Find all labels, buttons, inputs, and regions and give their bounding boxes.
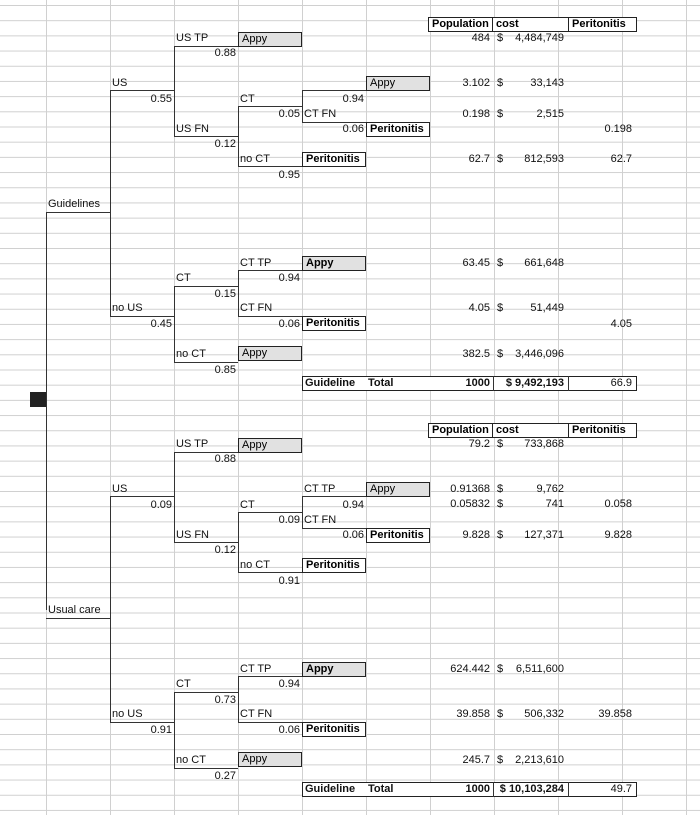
t2-ct2tp-population: 624.442 xyxy=(450,663,490,675)
t2-ctfn-cost: 127,371 xyxy=(524,529,564,541)
t2-ct2tp-cost: 6,511,600 xyxy=(515,663,564,675)
t2-ct-prob: 0.09 xyxy=(278,514,300,526)
t2-ct2fn-line xyxy=(238,722,302,723)
t1-ctfn-label: CT FN xyxy=(304,108,337,120)
t2-ctfn-peritonitis: 9.828 xyxy=(604,529,632,541)
header2-population: Population xyxy=(428,423,493,438)
t2-cttp-cost: 9,762 xyxy=(536,483,564,495)
t2-ustp-label: US TP xyxy=(176,438,209,450)
t2-ctfn-cur-a: $ xyxy=(497,498,504,510)
t1-total-label: Guideline xyxy=(305,377,356,389)
t1-ct2fn-population: 4.05 xyxy=(468,302,490,314)
t2-ct-label: CT xyxy=(240,499,255,511)
header-cost: cost xyxy=(492,17,569,32)
t2-noct2-prob: 0.27 xyxy=(214,770,236,782)
usualcare-branch-line xyxy=(46,618,110,619)
t1-noct-population: 62.7 xyxy=(468,153,490,165)
t2-ct2-line xyxy=(174,692,238,693)
t2-us-split-line xyxy=(110,496,111,722)
t2-ct-line xyxy=(238,512,302,513)
t2-noct2-cur: $ xyxy=(497,754,504,766)
t1-noct-peritonitis: 62.7 xyxy=(610,153,632,165)
t2-us-prob: 0.09 xyxy=(150,499,172,511)
t2-usfn-label: US FN xyxy=(176,529,209,541)
t1-ustp-outcome[interactable]: Appy xyxy=(238,32,302,47)
t1-cttp-line xyxy=(302,90,366,91)
guidelines-label: Guidelines xyxy=(48,198,100,210)
t1-noct-outcome[interactable]: Peritonitis xyxy=(302,152,366,167)
t2-noct-prob: 0.91 xyxy=(278,575,300,587)
t1-total-peritonitis: 66.9 xyxy=(610,377,632,389)
t2-ctfn-population: 9.828 xyxy=(462,529,490,541)
t2-noct-label: no CT xyxy=(240,559,270,571)
t2-ct2tp-prob: 0.94 xyxy=(278,678,300,690)
t2-cttp-outcome[interactable]: Appy xyxy=(366,482,430,497)
t2-ustp-population: 79.2 xyxy=(468,438,490,450)
t2-ustp-cur: $ xyxy=(497,438,504,450)
t1-ct2fn-prob: 0.06 xyxy=(278,318,300,330)
t1-ctfn-peritonitis: 0.198 xyxy=(604,123,632,135)
t1-noct2-label: no CT xyxy=(176,348,206,360)
t1-cttp-cost: 33,143 xyxy=(530,77,564,89)
t2-ct2fn-outcome[interactable]: Peritonitis xyxy=(302,722,366,737)
header-peritonitis: Peritonitis xyxy=(568,17,637,32)
t1-ct2fn-cur: $ xyxy=(497,302,504,314)
t2-nous-label: no US xyxy=(112,708,143,720)
t1-nous-label: no US xyxy=(112,302,143,314)
t1-ctfn-cur: $ xyxy=(497,108,504,120)
t1-total-label2: Total xyxy=(368,377,394,389)
t1-nous-prob: 0.45 xyxy=(150,318,172,330)
t2-ct2tp-outcome[interactable]: Appy xyxy=(302,662,366,677)
t2-ustp-cost: 733,868 xyxy=(524,438,564,450)
t1-ctfn-prob: 0.06 xyxy=(342,123,364,135)
t2-cttp-line xyxy=(302,496,366,497)
t1-cttp-outcome[interactable]: Appy xyxy=(366,76,430,91)
t1-ct-line xyxy=(238,106,302,107)
t1-ct-prob: 0.05 xyxy=(278,108,300,120)
t1-ct2-line xyxy=(174,286,238,287)
t1-cttp-population: 3.102 xyxy=(462,77,490,89)
guidelines-branch-line xyxy=(46,212,110,213)
t2-ctfn-population-a: 0.05832 xyxy=(450,498,490,510)
t1-ctfn-cost: 2,515 xyxy=(536,108,564,120)
t1-noct2-population: 382.5 xyxy=(462,348,490,360)
t2-ct2fn-cur: $ xyxy=(497,708,504,720)
t2-usfn-line xyxy=(174,542,238,543)
t2-ct2fn-prob: 0.06 xyxy=(278,724,300,736)
t2-nous-prob: 0.91 xyxy=(150,724,172,736)
t1-ct2fn-cost: 51,449 xyxy=(530,302,564,314)
t2-ctfn-outcome[interactable]: Peritonitis xyxy=(366,528,430,543)
t2-noct-line xyxy=(238,572,302,573)
header-population: Population xyxy=(428,17,493,32)
t2-ct2fn-peritonitis: 39.858 xyxy=(598,708,632,720)
t2-noct-outcome[interactable]: Peritonitis xyxy=(302,558,366,573)
t1-total-sep2 xyxy=(568,376,569,391)
t1-ct2tp-line xyxy=(238,270,302,271)
t1-us-split-line xyxy=(110,90,111,316)
t1-noct2-cost: 3,446,096 xyxy=(515,348,564,360)
t2-ctfn-peritonitis-a: 0.058 xyxy=(604,498,632,510)
t2-cttp-population: 0.91368 xyxy=(450,483,490,495)
t1-ct2tp-population: 63.45 xyxy=(462,257,490,269)
t1-ct2tp-cur: $ xyxy=(497,257,504,269)
t1-usfn-prob: 0.12 xyxy=(214,138,236,150)
t1-ct2tp-cost: 661,648 xyxy=(524,257,564,269)
t2-ct2tp-line xyxy=(238,676,302,677)
t2-ct2tp-cur: $ xyxy=(497,663,504,675)
t2-noct2-population: 245.7 xyxy=(462,754,490,766)
t1-noct2-outcome[interactable]: Appy xyxy=(238,346,302,361)
t2-total-label2: Total xyxy=(368,783,394,795)
t2-nous-line xyxy=(110,722,174,723)
t1-total-cost: $ 9,492,193 xyxy=(505,377,564,389)
root-branch-line xyxy=(46,212,47,610)
t2-us-line xyxy=(110,496,174,497)
t1-us-prob: 0.55 xyxy=(150,93,172,105)
t1-nous-line xyxy=(110,316,174,317)
t1-noct-cur: $ xyxy=(497,153,504,165)
t2-ct2-label: CT xyxy=(176,678,191,690)
t1-us-line xyxy=(110,90,174,91)
t2-ct2-prob: 0.73 xyxy=(214,694,236,706)
t2-total-sep1 xyxy=(493,782,494,797)
t2-noct2-line xyxy=(174,768,238,769)
t2-ct2fn-population: 39.858 xyxy=(456,708,490,720)
t1-us-label: US xyxy=(112,77,128,89)
t1-ct2tp-label: CT TP xyxy=(240,257,272,269)
t2-cttp-label: CT TP xyxy=(304,483,336,495)
t1-cttp-cur: $ xyxy=(497,77,504,89)
t1-ct2tp-outcome[interactable]: Appy xyxy=(302,256,366,271)
t1-ct2fn-line xyxy=(238,316,302,317)
t2-ct2tp-label: CT TP xyxy=(240,663,272,675)
t1-ct2fn-outcome[interactable]: Peritonitis xyxy=(302,316,366,331)
t2-noct2-outcome[interactable]: Appy xyxy=(238,752,302,767)
t1-ustp-label: US TP xyxy=(176,32,209,44)
t2-total-label: Guideline xyxy=(305,783,356,795)
t1-noct2-cur: $ xyxy=(497,348,504,360)
t1-ustp-cur: $ xyxy=(497,32,504,44)
t2-ct2fn-label: CT FN xyxy=(240,708,273,720)
t1-total-population: 1000 xyxy=(465,377,490,389)
t1-ct2fn-label: CT FN xyxy=(240,302,273,314)
t2-total-population: 1000 xyxy=(465,783,490,795)
t1-noct2-prob: 0.85 xyxy=(214,364,236,376)
t1-noct-prob: 0.95 xyxy=(278,169,300,181)
t2-ctfn-prob: 0.06 xyxy=(342,529,364,541)
t2-usfn-prob: 0.12 xyxy=(214,544,236,556)
t1-cttp-prob: 0.94 xyxy=(342,93,364,105)
t1-ct2-prob: 0.15 xyxy=(214,288,236,300)
t2-ustp-prob: 0.88 xyxy=(214,453,236,465)
t2-ustp-outcome[interactable]: Appy xyxy=(238,438,302,453)
t1-ustp-prob: 0.88 xyxy=(214,47,236,59)
t1-total-sep1 xyxy=(493,376,494,391)
t2-cttp-cur: $ xyxy=(497,483,504,495)
t2-total-cost: $ 10,103,284 xyxy=(499,783,564,795)
t1-ct-label: CT xyxy=(240,93,255,105)
t1-ustp-cost: 4,484,749 xyxy=(515,32,564,44)
t1-noct-label: no CT xyxy=(240,153,270,165)
t2-ct2fn-cost: 506,332 xyxy=(524,708,564,720)
t1-noct-cost: 812,593 xyxy=(524,153,564,165)
t1-usfn-line xyxy=(174,136,238,137)
t1-usfn-label: US FN xyxy=(176,123,209,135)
decision-root-node[interactable] xyxy=(30,392,46,407)
t1-noct-line xyxy=(238,166,302,167)
t1-ctfn-population: 0.198 xyxy=(462,108,490,120)
t2-noct2-label: no CT xyxy=(176,754,206,766)
t2-total-peritonitis: 49.7 xyxy=(610,783,632,795)
header2-peritonitis: Peritonitis xyxy=(568,423,637,438)
t2-cttp-prob: 0.94 xyxy=(342,499,364,511)
t2-ctfn-label: CT FN xyxy=(304,514,337,526)
t1-ct2tp-prob: 0.94 xyxy=(278,272,300,284)
t2-total-sep2 xyxy=(568,782,569,797)
t1-ct2-label: CT xyxy=(176,272,191,284)
t2-us-label: US xyxy=(112,483,128,495)
t1-ctfn-outcome[interactable]: Peritonitis xyxy=(366,122,430,137)
usualcare-label: Usual care xyxy=(48,604,101,616)
t1-ct2fn-peritonitis: 4.05 xyxy=(610,318,632,330)
t2-ctfn-cur: $ xyxy=(497,529,504,541)
t1-noct2-line xyxy=(174,362,238,363)
t2-noct2-cost: 2,213,610 xyxy=(515,754,564,766)
t2-ctfn-cost-a: 741 xyxy=(545,498,564,510)
t1-ustp-population: 484 xyxy=(471,32,490,44)
header2-cost: cost xyxy=(492,423,569,438)
